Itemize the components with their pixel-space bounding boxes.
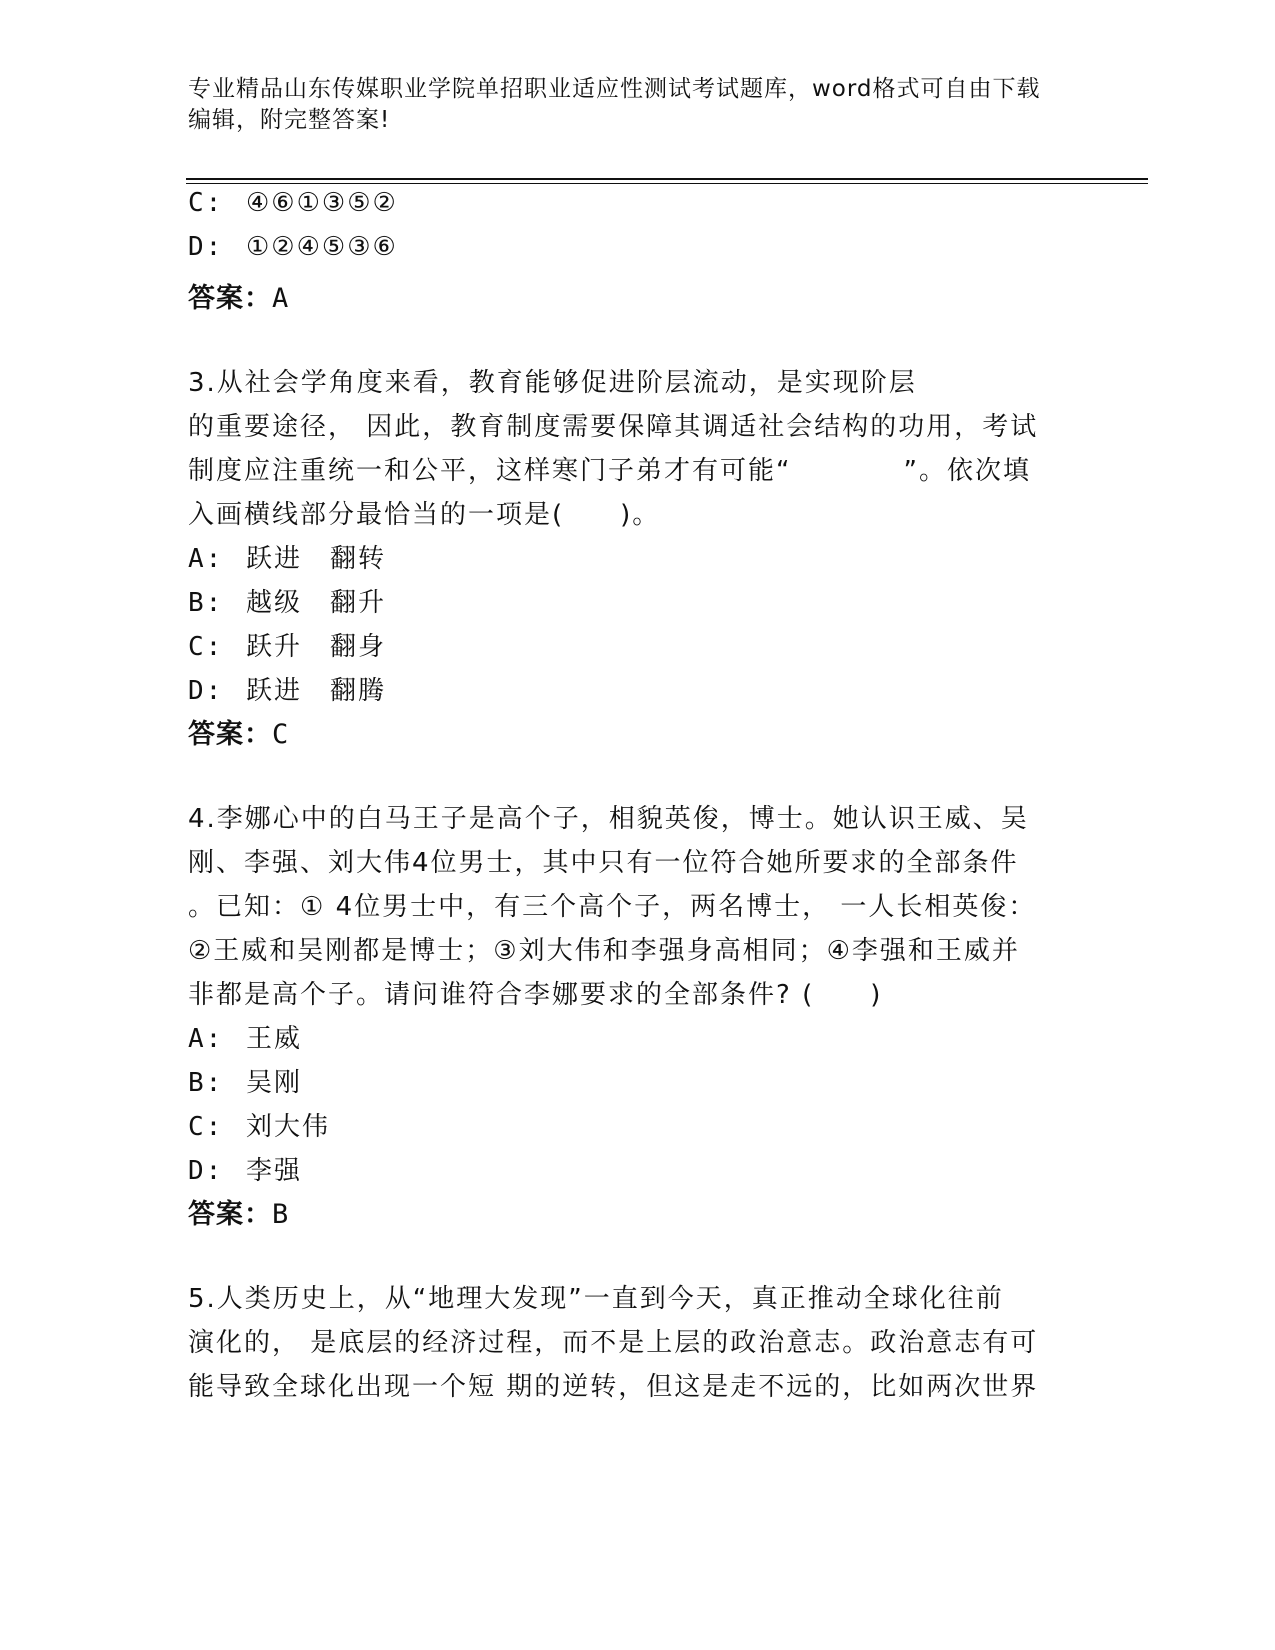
option-text: 李强: [246, 1156, 303, 1186]
answer-value: A: [272, 283, 290, 314]
answer-label: 答案：: [188, 719, 272, 750]
q3-option-d: [188, 670, 386, 707]
q5-stem-line-3: 能导致全球化出现一个短 期的逆转，但这是走不远的，比如两次世界: [188, 1372, 1039, 1402]
option-letter: B:: [188, 588, 224, 618]
answer-label: 答案：: [188, 283, 272, 314]
option-letter: A:: [188, 544, 224, 574]
option-letter: C:: [188, 1112, 224, 1142]
q5-stem-line-2: 演化的， 是底层的经济过程，而不是上层的政治意志。政治意志有可: [188, 1328, 1039, 1358]
option-text: 越级 翻升: [246, 588, 387, 618]
option-text: ①②④⑤③⑥: [246, 232, 398, 262]
option-letter: B:: [188, 1068, 224, 1098]
q3-answer: [188, 712, 289, 751]
q2-option-d: [188, 232, 398, 262]
q4-stem-line-4: ②王威和吴刚都是博士；③刘大伟和李强身高相同；④李强和王威并: [188, 936, 1020, 966]
q3-stem-line-2: 的重要途径， 因此，教育制度需要保障其调适社会结构的功用，考试: [188, 412, 1039, 442]
q3-option-c: [188, 626, 386, 663]
header-divider: [186, 178, 1148, 180]
option-letter: D:: [188, 232, 224, 262]
q4-stem-line-5: 非都是高个子。请问谁符合李娜要求的全部条件? ( ): [188, 980, 883, 1010]
option-letter: C:: [188, 188, 224, 218]
option-text: 刘大伟: [246, 1112, 331, 1142]
q4-option-d: [188, 1150, 302, 1187]
q3-stem-line-3: 制度应注重统一和公平，这样寒门子弟才有可能“ ”。依次填: [188, 456, 1031, 486]
q4-option-b: [188, 1062, 302, 1099]
option-text: 跃升 翻身: [246, 632, 387, 662]
answer-label: 答案：: [188, 1199, 272, 1230]
option-letter: D:: [188, 1156, 224, 1186]
option-letter: C:: [188, 632, 224, 662]
q4-option-c: [188, 1106, 330, 1143]
answer-value: B: [272, 1199, 290, 1230]
option-text: 跃进 翻转: [246, 544, 387, 574]
q5-stem-line-1: 5.人类历史上，从“地理大发现”一直到今天，真正推动全球化往前: [188, 1284, 1004, 1314]
option-text: 跃进 翻腾: [246, 676, 387, 706]
q2-option-c: [188, 188, 398, 218]
answer-value: C: [272, 719, 290, 750]
option-text: 吴刚: [246, 1068, 303, 1098]
header-line-1: 专业精品山东传媒职业学院单招职业适应性测试考试题库，word格式可自由下载: [188, 76, 1041, 102]
option-text: ④⑥①③⑤②: [246, 188, 398, 218]
q3-option-a: [188, 538, 386, 575]
q3-stem-line-4: 入画横线部分最恰当的一项是( )。: [188, 500, 661, 530]
q4-option-a: [188, 1018, 302, 1055]
header-line-2: 编辑，附完整答案!: [188, 107, 391, 133]
option-letter: A:: [188, 1024, 224, 1054]
q4-stem-line-3: 。已知：① 4位男士中，有三个高个子，两名博士， 一人长相英俊：: [188, 892, 1037, 922]
header-divider-thin: [186, 183, 1148, 184]
q2-answer: [188, 276, 289, 315]
page-header: [188, 74, 1088, 136]
option-letter: D:: [188, 676, 224, 706]
q4-stem-line-2: 刚、李强、刘大伟4位男士，其中只有一位符合她所要求的全部条件: [188, 848, 1019, 878]
q4-answer: [188, 1192, 289, 1231]
q3-option-b: [188, 582, 386, 619]
q4-stem-line-1: 4.李娜心中的白马王子是高个子，相貌英俊，博士。她认识王威、吴: [188, 804, 1029, 834]
option-text: 王威: [246, 1024, 303, 1054]
q3-stem-line-1: 3.从社会学角度来看，教育能够促进阶层流动，是实现阶层: [188, 368, 917, 398]
